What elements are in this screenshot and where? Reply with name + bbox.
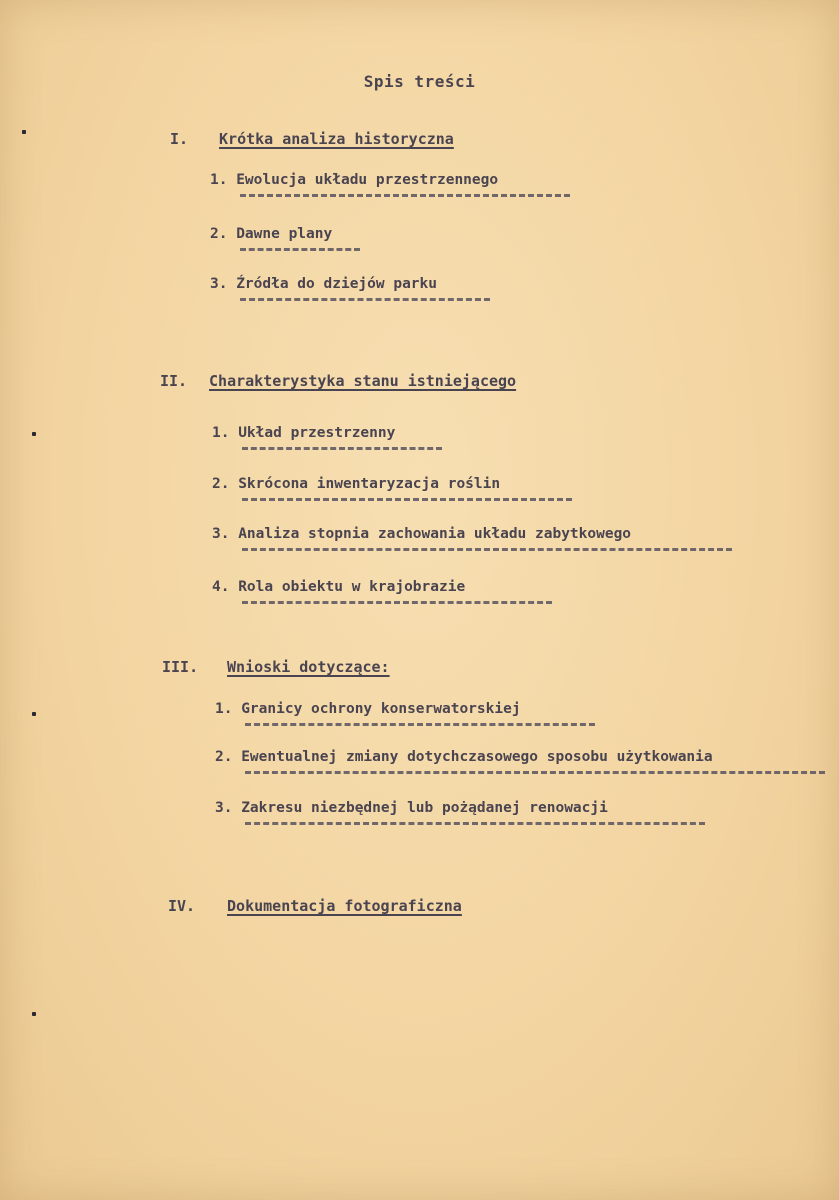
- item-number: 2.: [215, 749, 233, 765]
- item-number: 1.: [215, 701, 233, 717]
- dashed-underline: [240, 248, 360, 251]
- item-label: Ewentualnej zmiany dotychczasowego sposobu użytkowania: [241, 749, 713, 765]
- dashed-underline: [242, 601, 552, 604]
- toc-item: [215, 749, 825, 774]
- section-heading-1: [170, 130, 454, 148]
- dashed-underline: [245, 723, 595, 726]
- punch-mark: [32, 432, 36, 436]
- section-title: Krótka analiza historyczna: [219, 130, 454, 148]
- toc-item: [210, 276, 490, 301]
- section-heading-2: [160, 372, 516, 390]
- item-number: 2.: [210, 226, 228, 242]
- item-label: Skrócona inwentaryzacja roślin: [238, 476, 501, 492]
- dashed-underline: [242, 447, 442, 450]
- toc-item: [215, 800, 705, 825]
- toc-item: [210, 226, 360, 251]
- punch-mark: [22, 130, 26, 134]
- item-label: Źródła do dziejów parku: [236, 276, 437, 292]
- item-label: Ewolucja układu przestrzennego: [236, 172, 499, 188]
- page-title: Spis treści: [363, 72, 476, 91]
- punch-mark: [32, 1012, 36, 1016]
- dashed-underline: [242, 498, 572, 501]
- dashed-underline: [242, 548, 732, 551]
- item-label: Układ przestrzenny: [238, 425, 396, 441]
- section-number: I.: [170, 130, 189, 148]
- section-heading-3: [162, 658, 390, 676]
- item-label: Granicy ochrony konserwatorskiej: [241, 701, 521, 717]
- toc-item: [215, 701, 595, 726]
- toc-item: [210, 172, 570, 197]
- toc-item: [212, 425, 442, 450]
- section-number: III.: [162, 658, 199, 676]
- toc-item: [212, 476, 572, 501]
- item-number: 3.: [212, 526, 230, 542]
- section-title: Wnioski dotyczące:: [227, 658, 390, 676]
- dashed-underline: [240, 298, 490, 301]
- item-number: 3.: [215, 800, 233, 816]
- item-label: Zakresu niezbędnej lub pożądanej renowacji: [241, 800, 608, 816]
- item-number: 3.: [210, 276, 228, 292]
- item-number: 4.: [212, 579, 230, 595]
- dashed-underline: [245, 771, 825, 774]
- item-label: Dawne plany: [236, 226, 333, 242]
- item-label: Rola obiektu w krajobrazie: [238, 579, 466, 595]
- section-heading-4: [168, 897, 462, 915]
- section-number: IV.: [168, 897, 196, 915]
- item-number: 1.: [212, 425, 230, 441]
- punch-mark: [32, 712, 36, 716]
- section-number: II.: [160, 372, 188, 390]
- dashed-underline: [245, 822, 705, 825]
- section-title: Charakterystyka stanu istniejącego: [209, 372, 517, 390]
- toc-item: [212, 526, 732, 551]
- dashed-underline: [240, 194, 570, 197]
- item-number: 2.: [212, 476, 230, 492]
- item-label: Analiza stopnia zachowania układu zabytkowego: [238, 526, 632, 542]
- section-title: Dokumentacja fotograficzna: [227, 897, 462, 915]
- item-number: 1.: [210, 172, 228, 188]
- toc-item: [212, 579, 552, 604]
